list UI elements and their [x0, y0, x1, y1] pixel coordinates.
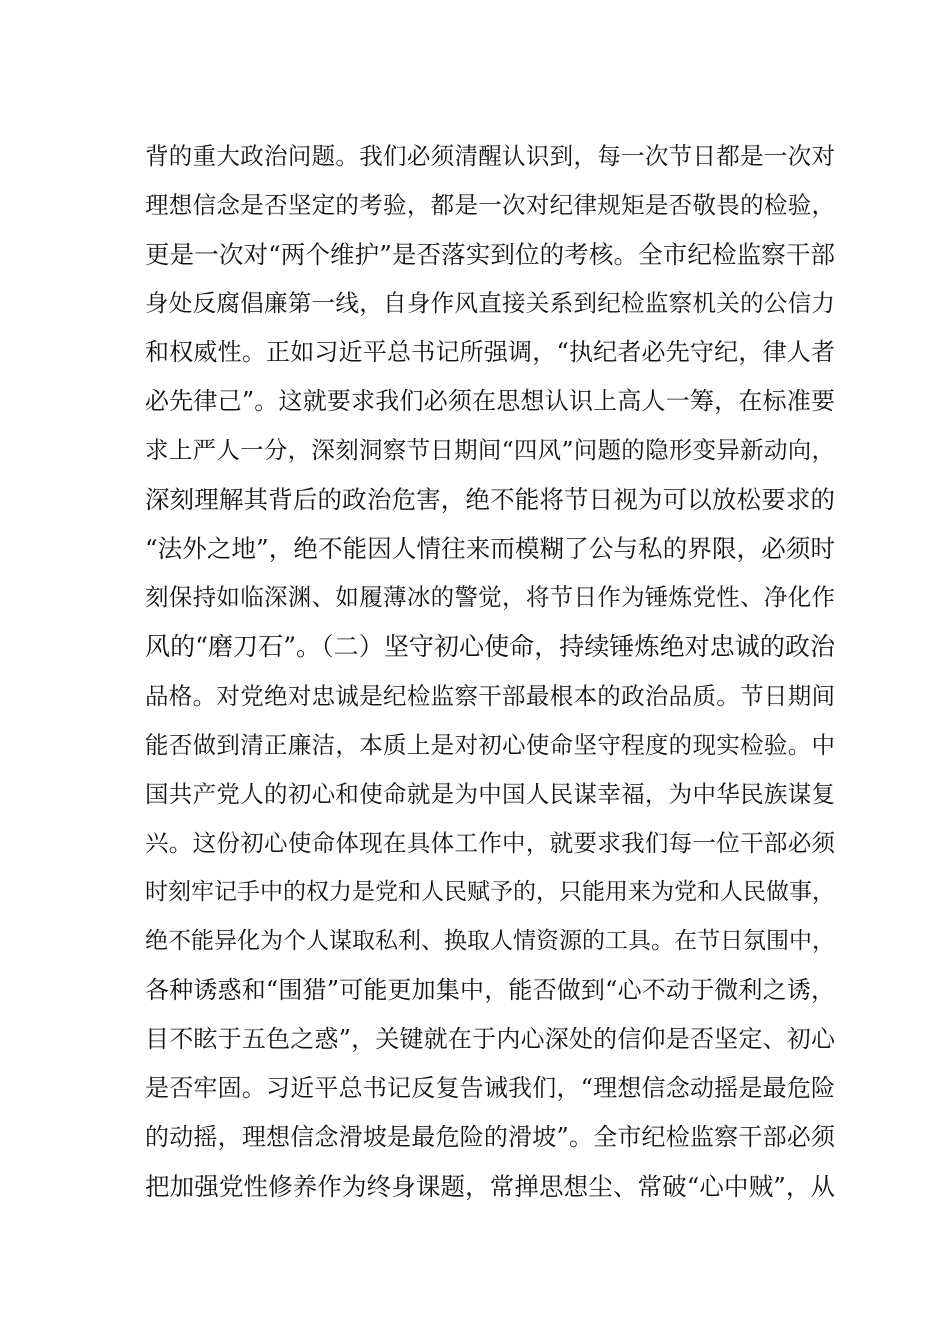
- text-line: 能否做到清正廉洁，本质上是对初心使命坚守程度的现实检验。中: [145, 730, 835, 759]
- text-line: 理想信念是否坚定的考验，都是一次对纪律规矩是否敬畏的检验，: [145, 191, 835, 220]
- text-line: 国共产党人的初心和使命就是为中国人民谋幸福，为中华民族谋复: [145, 779, 835, 808]
- text-line: 时刻牢记手中的权力是党和人民赋予的，只能用来为党和人民做事，: [145, 878, 835, 905]
- text-line: 深刻理解其背后的政治危害，绝不能将节日视为可以放松要求的: [145, 485, 835, 515]
- text-line: 求上严人一分，深刻洞察节日期间“四风”问题的隐形变异新动向，: [145, 436, 835, 465]
- body-text: [145, 132, 835, 1211]
- text-line: 身处反腐倡廉第一线，自身作风直接关系到纪检监察机关的公信力: [145, 289, 835, 318]
- text-line: 和权威性。正如习近平总书记所强调，“执纪者必先守纪，律人者: [145, 338, 835, 367]
- text-line: 的动摇，理想信念滑坡是最危险的滑坡”。全市纪检监察干部必须: [145, 1122, 835, 1151]
- text-line: 是否牢固。习近平总书记反复告诫我们，“理想信念动摇是最危险: [145, 1073, 835, 1102]
- text-line: 刻保持如临深渊、如履薄冰的警觉，将节日作为锤炼党性、净化作: [145, 583, 835, 612]
- text-line: 兴。这份初心使命体现在具体工作中，就要求我们每一位干部必须: [145, 828, 835, 857]
- text-line: 背的重大政治问题。我们必须清醒认识到，每一次节日都是一次对: [145, 142, 835, 170]
- text-line: 绝不能异化为个人谋取私利、换取人情资源的工具。在节日氛围中，: [145, 927, 835, 954]
- text-line: 风的“磨刀石”。（二）坚守初心使命，持续锤炼绝对忠诚的政治: [145, 632, 835, 662]
- text-line: “法外之地”，绝不能因人情往来而模糊了公与私的界限，必须时: [145, 534, 835, 564]
- text-line: 各种诱惑和“围猎”可能更加集中，能否做到“心不动于微利之诱，: [145, 975, 835, 1004]
- text-line: 把加强党性修养作为终身课题，常掸思想尘、常破“心中贼”，从: [145, 1171, 835, 1201]
- text-line: 目不眩于五色之惑”，关键就在于内心深处的信仰是否坚定、初心: [145, 1024, 835, 1053]
- text-line: 必先律己”。这就要求我们必须在思想认识上高人一筹，在标准要: [145, 387, 835, 416]
- text-line: 更是一次对“两个维护”是否落实到位的考核。全市纪检监察干部: [145, 240, 835, 270]
- text-line: 品格。对党绝对忠诚是纪检监察干部最根本的政治品质。节日期间: [145, 681, 835, 710]
